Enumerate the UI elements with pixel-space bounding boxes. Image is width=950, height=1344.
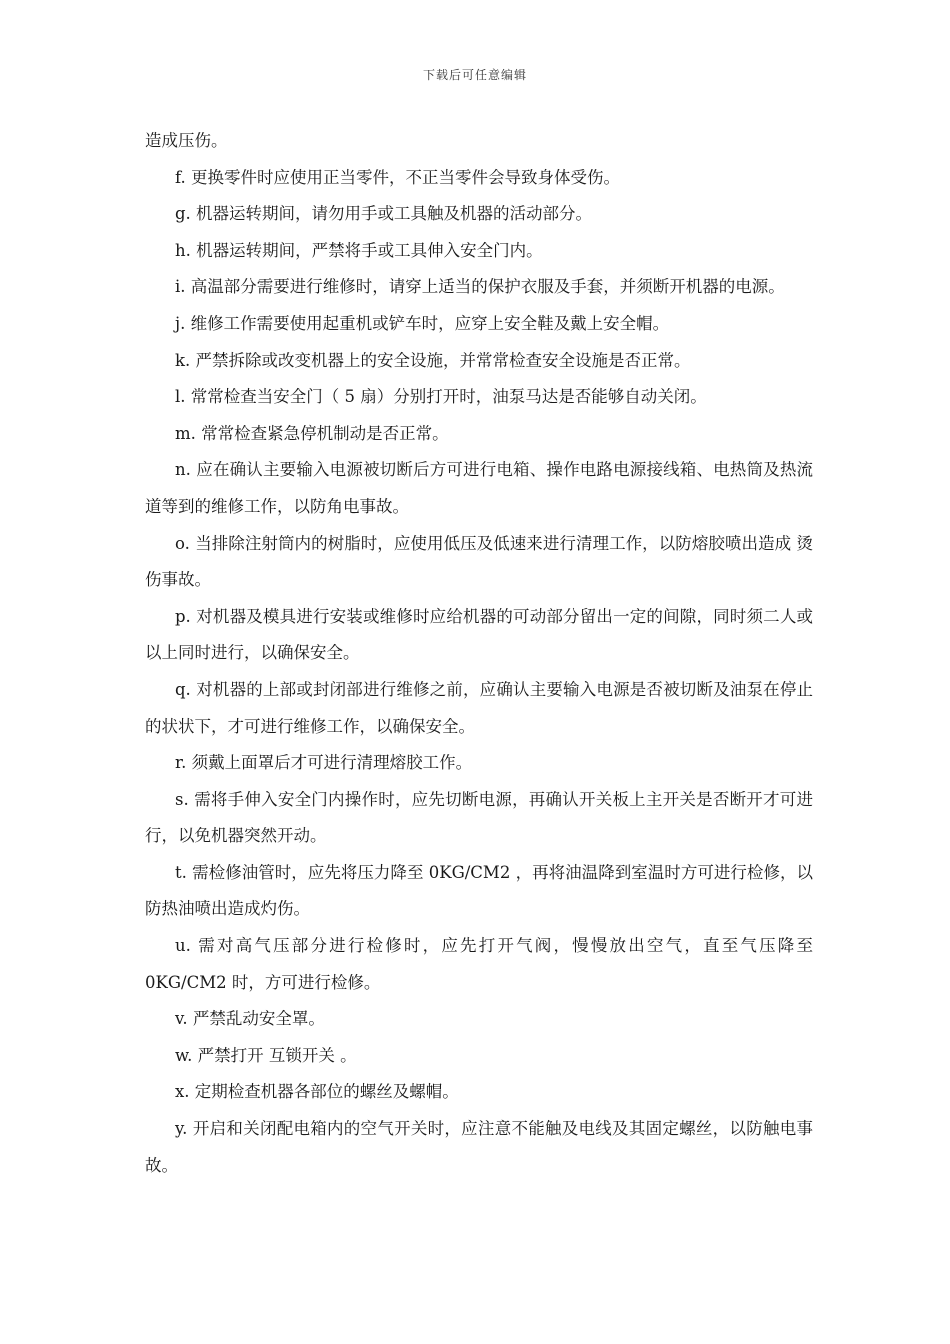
list-item-q: q. 对机器的上部或封闭部进行维修之前，应确认主要输入电源是否被切断及油泵在停止的状状下，才可进行维修工作，以确保安全。	[145, 679, 813, 736]
list-item-p: p. 对机器及模具进行安装或维修时应给机器的可动部分留出一定的间隙，同时须二人或以上同时进行，以确保安全。	[145, 606, 813, 663]
list-item-l: l. 常常检查当安全门（ 5 扇）分别打开时，油泵马达是否能够自动关闭。	[175, 387, 707, 407]
list-item-t: t. 需检修油管时，应先将压力降至 0KG/CM2 ，再将油温降到室温时方可进行检修，以防热油喷出造成灼伤。	[145, 862, 813, 919]
list-item-m: m. 常常检查紧急停机制动是否正常。	[175, 423, 449, 443]
list-item-n: n. 应在确认主要输入电源被切断后方可进行电箱、操作电路电源接线箱、电热筒及热流道等到的维修工作，以防角电事故。	[145, 460, 813, 516]
page-header: 下载后可任意编辑	[422, 68, 527, 82]
list-item-y: y. 开启和关闭配电箱内的空气开关时，应注意不能触及电线及其固定螺丝，以防触电事故。	[145, 1119, 813, 1175]
list-item-k: k. 严禁拆除或改变机器上的安全设施，并常常检查安全设施是否正常。	[175, 350, 691, 370]
document-body	[145, 123, 813, 1184]
list-item-s: s. 需将手伸入安全门内操作时，应先切断电源，再确认开关板上主开关是否断开才可进行，以免机器突然开动。	[145, 789, 813, 846]
list-item-v: v. 严禁乱动安全罩。	[175, 1009, 325, 1029]
list-item-j: j. 维修工作需要使用起重机或铲车时，应穿上安全鞋及戴上安全帽。	[175, 313, 670, 333]
list-item-w: w. 严禁打开 互锁开关 。	[175, 1045, 357, 1065]
list-item-r: r. 须戴上面罩后才可进行清理熔胶工作。	[175, 753, 473, 773]
list-item-o: o. 当排除注射筒内的树脂时，应使用低压及低速来进行清理工作，以防熔胶喷出造成 烫伤事故。	[145, 533, 813, 590]
list-item-u: u. 需对高气压部分进行检修时，应先打开气阀，慢慢放出空气，直至气压降至0KG/CM2 时，方可进行检修。	[145, 936, 813, 992]
list-item-f: f. 更换零件时应使用正当零件，不正当零件会导致身体受伤。	[175, 167, 621, 187]
list-item-x: x. 定期检查机器各部位的螺丝及螺帽。	[175, 1082, 459, 1102]
list-item-g: g. 机器运转期间，请勿用手或工具触及机器的活动部分。	[175, 204, 593, 224]
list-item-h: h. 机器运转期间，严禁将手或工具伸入安全门内。	[175, 240, 543, 260]
paragraph-continuation: 造成压伤。	[145, 131, 228, 150]
list-item-i: i. 高温部分需要进行维修时，请穿上适当的保护衣服及手套，并须断开机器的电源。	[175, 277, 785, 297]
